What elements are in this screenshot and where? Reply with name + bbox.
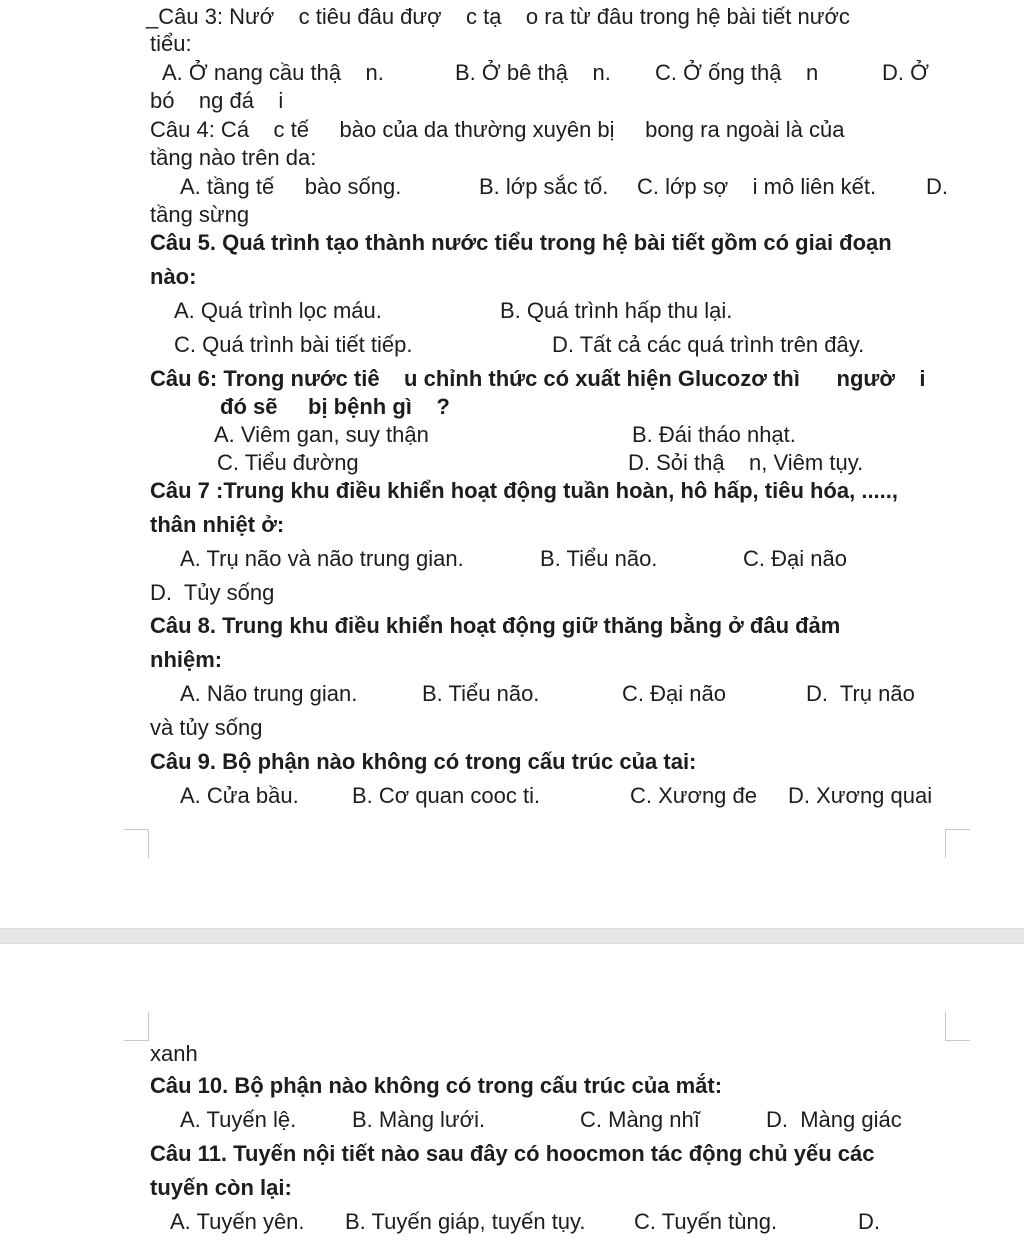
q4-option-a: A. tầng tế bào sống. <box>180 174 402 199</box>
q3-stem: _Câu 3: Nướ c tiêu đâu đượ c tạ o ra từ đâu trong hệ bài tiết nước <box>146 4 850 29</box>
page-break-separator <box>0 928 1024 944</box>
q10-stem: Câu 10. Bộ phận nào không có trong cấu trúc của mắt: <box>150 1073 723 1098</box>
q5-option-d: D. Tất cả các quá trình trên đây. <box>552 332 865 357</box>
q5-option-a: A. Quá trình lọc máu. <box>174 298 382 323</box>
q3-option-b: B. Ở bê thậ n. <box>455 60 611 85</box>
q11-option-d: D. <box>858 1209 880 1234</box>
q11-option-a: A. Tuyến yên. <box>170 1209 305 1234</box>
q6-option-a: A. Viêm gan, suy thận <box>214 422 429 447</box>
q3-option-d-cont: bó ng đá i <box>150 88 284 113</box>
q10-option-c: C. Màng nhĩ <box>580 1107 700 1132</box>
q8-option-d-cont: và tủy sống <box>150 715 263 740</box>
q11-option-b: B. Tuyến giáp, tuyến tụy. <box>345 1209 586 1234</box>
q3-option-d: D. Ở <box>882 60 929 85</box>
q3-stem-cont: tiểu: <box>150 31 192 56</box>
q8-option-b: B. Tiểu não. <box>422 681 540 706</box>
page-corner-mark-top-left <box>124 829 149 858</box>
q11-stem-cont: tuyến còn lại: <box>150 1175 292 1200</box>
q4-option-d-cont: tầng sừng <box>150 202 250 227</box>
q4-option-d: D. <box>926 174 948 199</box>
q3-option-c: C. Ở ống thậ n <box>655 60 819 85</box>
q6-option-b: B. Đái tháo nhạt. <box>632 422 796 447</box>
page-corner-mark-top-right <box>945 829 970 858</box>
q7-stem: Câu 7 :Trung khu điều khiển hoạt động tuần hoàn, hô hấp, tiêu hóa, ....., <box>150 478 898 503</box>
page-corner-mark-bottom-right <box>945 1012 970 1041</box>
q9-option-b: B. Cơ quan cooc ti. <box>352 783 541 808</box>
q4-option-c: C. lớp sợ i mô liên kết. <box>637 174 877 199</box>
q4-option-b: B. lớp sắc tố. <box>479 174 609 199</box>
q6-stem: Câu 6: Trong nước tiê u chỉnh thức có xuất hiện Glucozơ thì ngườ i <box>150 366 926 391</box>
q7-option-b: B. Tiểu não. <box>540 546 658 571</box>
q8-stem-cont: nhiệm: <box>150 647 223 672</box>
q8-stem: Câu 8. Trung khu điều khiển hoạt động giữ thăng bằng ở đâu đảm <box>150 613 841 638</box>
q11-option-c: C. Tuyến tùng. <box>634 1209 778 1234</box>
q10-option-a: A. Tuyến lệ. <box>180 1107 297 1132</box>
q8-option-d: D. Trụ não <box>806 681 915 706</box>
q7-option-a: A. Trụ não và não trung gian. <box>180 546 464 571</box>
q7-option-d: D. Tủy sống <box>150 580 275 605</box>
page-corner-mark-bottom-left <box>124 1012 149 1041</box>
q6-option-d: D. Sỏi thậ n, Viêm tụy. <box>628 450 864 475</box>
q9-stem: Câu 9. Bộ phận nào không có trong cấu trúc của tai: <box>150 749 697 774</box>
q5-stem: Câu 5. Quá trình tạo thành nước tiểu trong hệ bài tiết gồm có giai đoạn <box>150 230 892 255</box>
q5-option-b: B. Quá trình hấp thu lại. <box>500 298 733 323</box>
q10-option-d: D. Màng giác <box>766 1107 902 1132</box>
q6-stem-cont: đó sẽ bị bệnh gì ? <box>220 394 450 419</box>
q7-option-c: C. Đại não <box>743 546 847 571</box>
q3-option-a: A. Ở nang cầu thậ n. <box>162 60 384 85</box>
q5-stem-cont: nào: <box>150 264 197 289</box>
q9-option-c: C. Xương đe <box>630 783 757 808</box>
q9-option-a: A. Cửa bầu. <box>180 783 299 808</box>
q4-stem-cont: tầng nào trên da: <box>150 145 317 170</box>
q6-option-c: C. Tiểu đường <box>217 450 359 475</box>
q4-stem: Câu 4: Cá c tế bào của da thường xuyên bị bong ra ngoài là của <box>150 117 845 142</box>
q5-option-c: C. Quá trình bài tiết tiếp. <box>174 332 413 357</box>
q11-stem: Câu 11. Tuyến nội tiết nào sau đây có hoocmon tác động chủ yếu các <box>150 1141 875 1166</box>
q9-option-d-cont: xanh <box>150 1041 198 1066</box>
q8-option-a: A. Não trung gian. <box>180 681 358 706</box>
q7-stem-cont: thân nhiệt ở: <box>150 512 285 537</box>
q8-option-c: C. Đại não <box>622 681 726 706</box>
q9-option-d: D. Xương quai <box>788 783 933 808</box>
q10-option-b: B. Màng lưới. <box>352 1107 486 1132</box>
